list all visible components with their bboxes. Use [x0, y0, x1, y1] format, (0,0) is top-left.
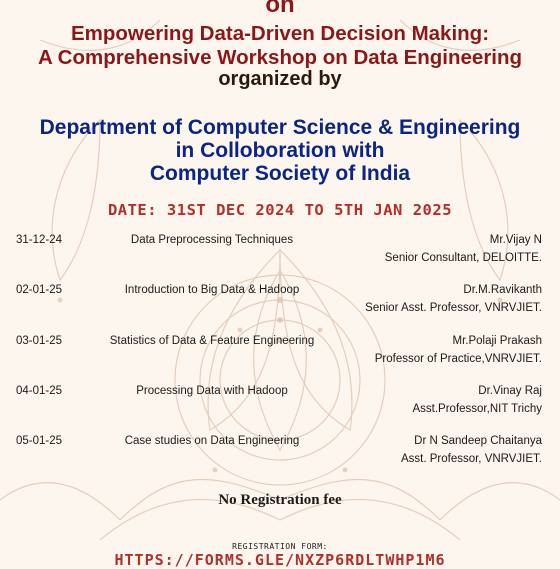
session-topic: Case studies on Data Engineering [124, 435, 300, 447]
on-label: on [265, 0, 295, 18]
session-speaker [385, 231, 542, 267]
schedule-row [0, 231, 560, 271]
session-speaker [401, 432, 542, 468]
session-speaker [375, 332, 542, 368]
schedule-row [0, 281, 560, 321]
workshop-title-line1: Empowering Data-Driven Decision Making: [70, 22, 490, 45]
schedule-row [0, 432, 560, 472]
workshop-title-line2: A Comprehensive Workshop on Data Engineering [37, 46, 523, 69]
speaker-position: Asst.Professor,NIT Trichy [412, 403, 542, 415]
session-topic: Data Preprocessing Techniques [130, 234, 294, 246]
speaker-position: Senior Consultant, DELOITTE. [384, 252, 542, 264]
speaker-position: Asst. Professor, VNRVJIET. [400, 453, 542, 465]
session-topic: Processing Data with Hadoop [136, 385, 288, 397]
speaker-name: Dr.M.Ravikanth [463, 284, 542, 296]
session-date: 05-01-25 [16, 435, 63, 447]
session-date: 02-01-25 [16, 284, 63, 296]
session-topic: Statistics of Data & Feature Engineering [109, 335, 315, 347]
session-date: 03-01-25 [16, 335, 63, 347]
session-topic: Introduction to Big Data & Hadoop [124, 284, 300, 296]
registration-form-label: REGISTRATION FORM: [232, 542, 328, 551]
speaker-position: Professor of Practice,VNRVJIET. [374, 353, 542, 365]
session-speaker [365, 281, 542, 317]
speaker-name: Mr.Vijay N [489, 234, 542, 246]
collaboration-label: in Colloboration with [175, 139, 385, 162]
organized-by-label: organized by [218, 68, 342, 90]
speaker-name: Dr.Vinay Raj [478, 385, 542, 397]
schedule-row [0, 332, 560, 372]
speaker-name: Dr N Sandeep Chaitanya [414, 435, 542, 447]
session-date: 04-01-25 [16, 385, 63, 397]
speaker-position: Senior Asst. Professor, VNRVJIET. [365, 302, 542, 314]
registration-form-link[interactable]: HTTPS://FORMS.GLE/NXZP6RDLTWHP1M6 [114, 551, 446, 569]
speaker-name: Mr.Polaji Prakash [452, 335, 542, 347]
department-name: Department of Computer Science & Engineering [39, 116, 521, 139]
partner-organization: Computer Society of India [149, 162, 411, 185]
registration-fee-note: No Registration fee [218, 492, 342, 508]
schedule-row [0, 382, 560, 422]
workshop-date: DATE: 31ST DEC 2024 TO 5TH JAN 2025 [107, 201, 453, 219]
session-speaker [412, 382, 542, 418]
session-date: 31-12-24 [16, 234, 63, 246]
